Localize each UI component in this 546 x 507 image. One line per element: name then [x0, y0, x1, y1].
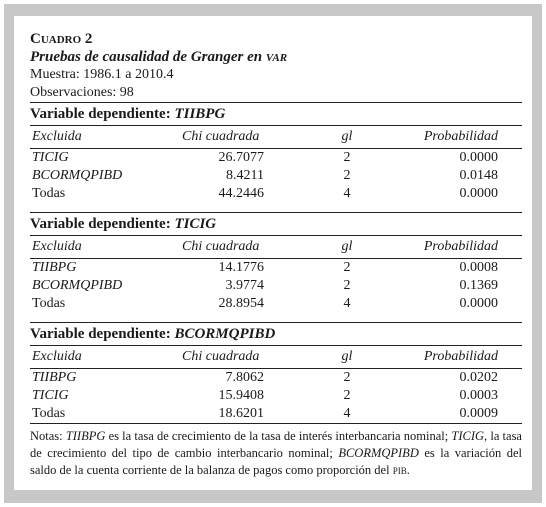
row-gl: 2 [343, 278, 351, 293]
table-row [30, 259, 522, 277]
notes-var: TIIBPG [65, 429, 106, 443]
row-variable: Todas [32, 186, 66, 201]
table-row [30, 185, 522, 203]
row-variable: BCORMQPIBD [32, 278, 123, 293]
col-excluida: Excluida [32, 349, 82, 364]
row-variable: Todas [32, 296, 66, 311]
observations-count: Observaciones: 98 [30, 85, 134, 100]
row-gl: 2 [343, 388, 351, 403]
row-variable: TICIG [32, 150, 69, 165]
col-prob: Probabilidad [423, 239, 498, 254]
dependent-variable-heading [30, 323, 522, 345]
notes-text: Notas: [30, 429, 66, 443]
col-prob: Probabilidad [423, 129, 498, 144]
notes-text: es la variación del saldo de la cuenta corriente de la balanza de pagos como proporción del [30, 446, 522, 477]
row-prob: 0.0008 [459, 260, 498, 275]
block-1 [30, 102, 522, 203]
table-row [30, 369, 522, 387]
notes-var: TICIG [451, 429, 485, 443]
table-row [30, 149, 522, 167]
row-chi: 26.7077 [218, 150, 264, 165]
dependent-variable-name: BCORMQPIBD [174, 326, 276, 342]
row-gl: 2 [343, 150, 351, 165]
table-row [30, 387, 522, 405]
col-chi: Chi cuadrada [182, 349, 260, 364]
column-header-row [30, 126, 522, 148]
row-gl: 4 [343, 296, 351, 311]
notes-text: . [406, 463, 410, 477]
row-variable: TIIBPG [32, 260, 77, 275]
col-gl: gl [341, 349, 353, 364]
row-prob: 0.0202 [459, 370, 498, 385]
table-header [30, 30, 287, 102]
row-variable: BCORMQPIBD [32, 168, 123, 183]
table-title-var: var [265, 49, 288, 65]
row-gl: 2 [343, 370, 351, 385]
table-panel [14, 16, 532, 490]
row-prob: 0.0000 [459, 186, 498, 201]
row-chi: 44.2446 [218, 186, 264, 201]
dependent-variable-label: Variable dependiente: [30, 216, 171, 232]
table-notes [30, 428, 522, 479]
row-gl: 4 [343, 186, 351, 201]
table-frame [4, 4, 542, 503]
row-gl: 2 [343, 168, 351, 183]
dependent-variable-heading [30, 213, 522, 235]
notes-var: BCORMQPIBD [338, 446, 419, 460]
notes-abbrev: pib [392, 463, 407, 477]
table-number: Cuadro 2 [30, 31, 93, 47]
table-title [30, 48, 287, 66]
row-gl: 4 [343, 406, 351, 421]
sample-period: Muestra: 1986.1 a 2010.4 [30, 67, 174, 82]
dependent-variable-label: Variable dependiente: [30, 106, 171, 122]
block-3 [30, 322, 522, 424]
column-header-row [30, 236, 522, 258]
dependent-variable-name: TICIG [174, 216, 217, 232]
row-chi: 15.9408 [218, 388, 264, 403]
dependent-variable-label: Variable dependiente: [30, 326, 171, 342]
row-prob: 0.0148 [459, 168, 498, 183]
row-chi: 8.4211 [226, 168, 264, 183]
dependent-variable-name: TIIBPG [174, 106, 226, 122]
row-prob: 0.0003 [459, 388, 498, 403]
table-row [30, 405, 522, 423]
row-chi: 18.6201 [218, 406, 264, 421]
row-variable: Todas [32, 406, 66, 421]
col-chi: Chi cuadrada [182, 239, 260, 254]
column-header-row [30, 346, 522, 368]
table-title-text: Pruebas de causalidad de Granger en [30, 49, 263, 65]
row-chi: 28.8954 [218, 296, 264, 311]
col-gl: gl [341, 129, 353, 144]
col-prob: Probabilidad [423, 349, 498, 364]
table-row [30, 167, 522, 185]
col-excluida: Excluida [32, 239, 82, 254]
row-variable: TIIBPG [32, 370, 77, 385]
notes-text: es la tasa de crecimiento de la tasa de interés interbancaria nominal; [105, 429, 452, 443]
row-chi: 14.1776 [218, 260, 264, 275]
notes-text: , la tasa de crecimiento del tipo de cambio interbancario nominal; [30, 429, 522, 460]
dependent-variable-heading [30, 103, 522, 125]
row-prob: 0.0009 [459, 406, 498, 421]
col-excluida: Excluida [32, 129, 82, 144]
block-2 [30, 212, 522, 313]
col-chi: Chi cuadrada [182, 129, 260, 144]
row-chi: 7.8062 [225, 370, 264, 385]
row-prob: 0.0000 [459, 296, 498, 311]
row-prob: 0.0000 [459, 150, 498, 165]
col-gl: gl [341, 239, 353, 254]
row-gl: 2 [343, 260, 351, 275]
row-chi: 3.9774 [225, 278, 264, 293]
divider [30, 423, 522, 424]
row-variable: TICIG [32, 388, 69, 403]
table-row [30, 277, 522, 295]
row-prob: 0.1369 [459, 278, 498, 293]
table-row [30, 295, 522, 313]
